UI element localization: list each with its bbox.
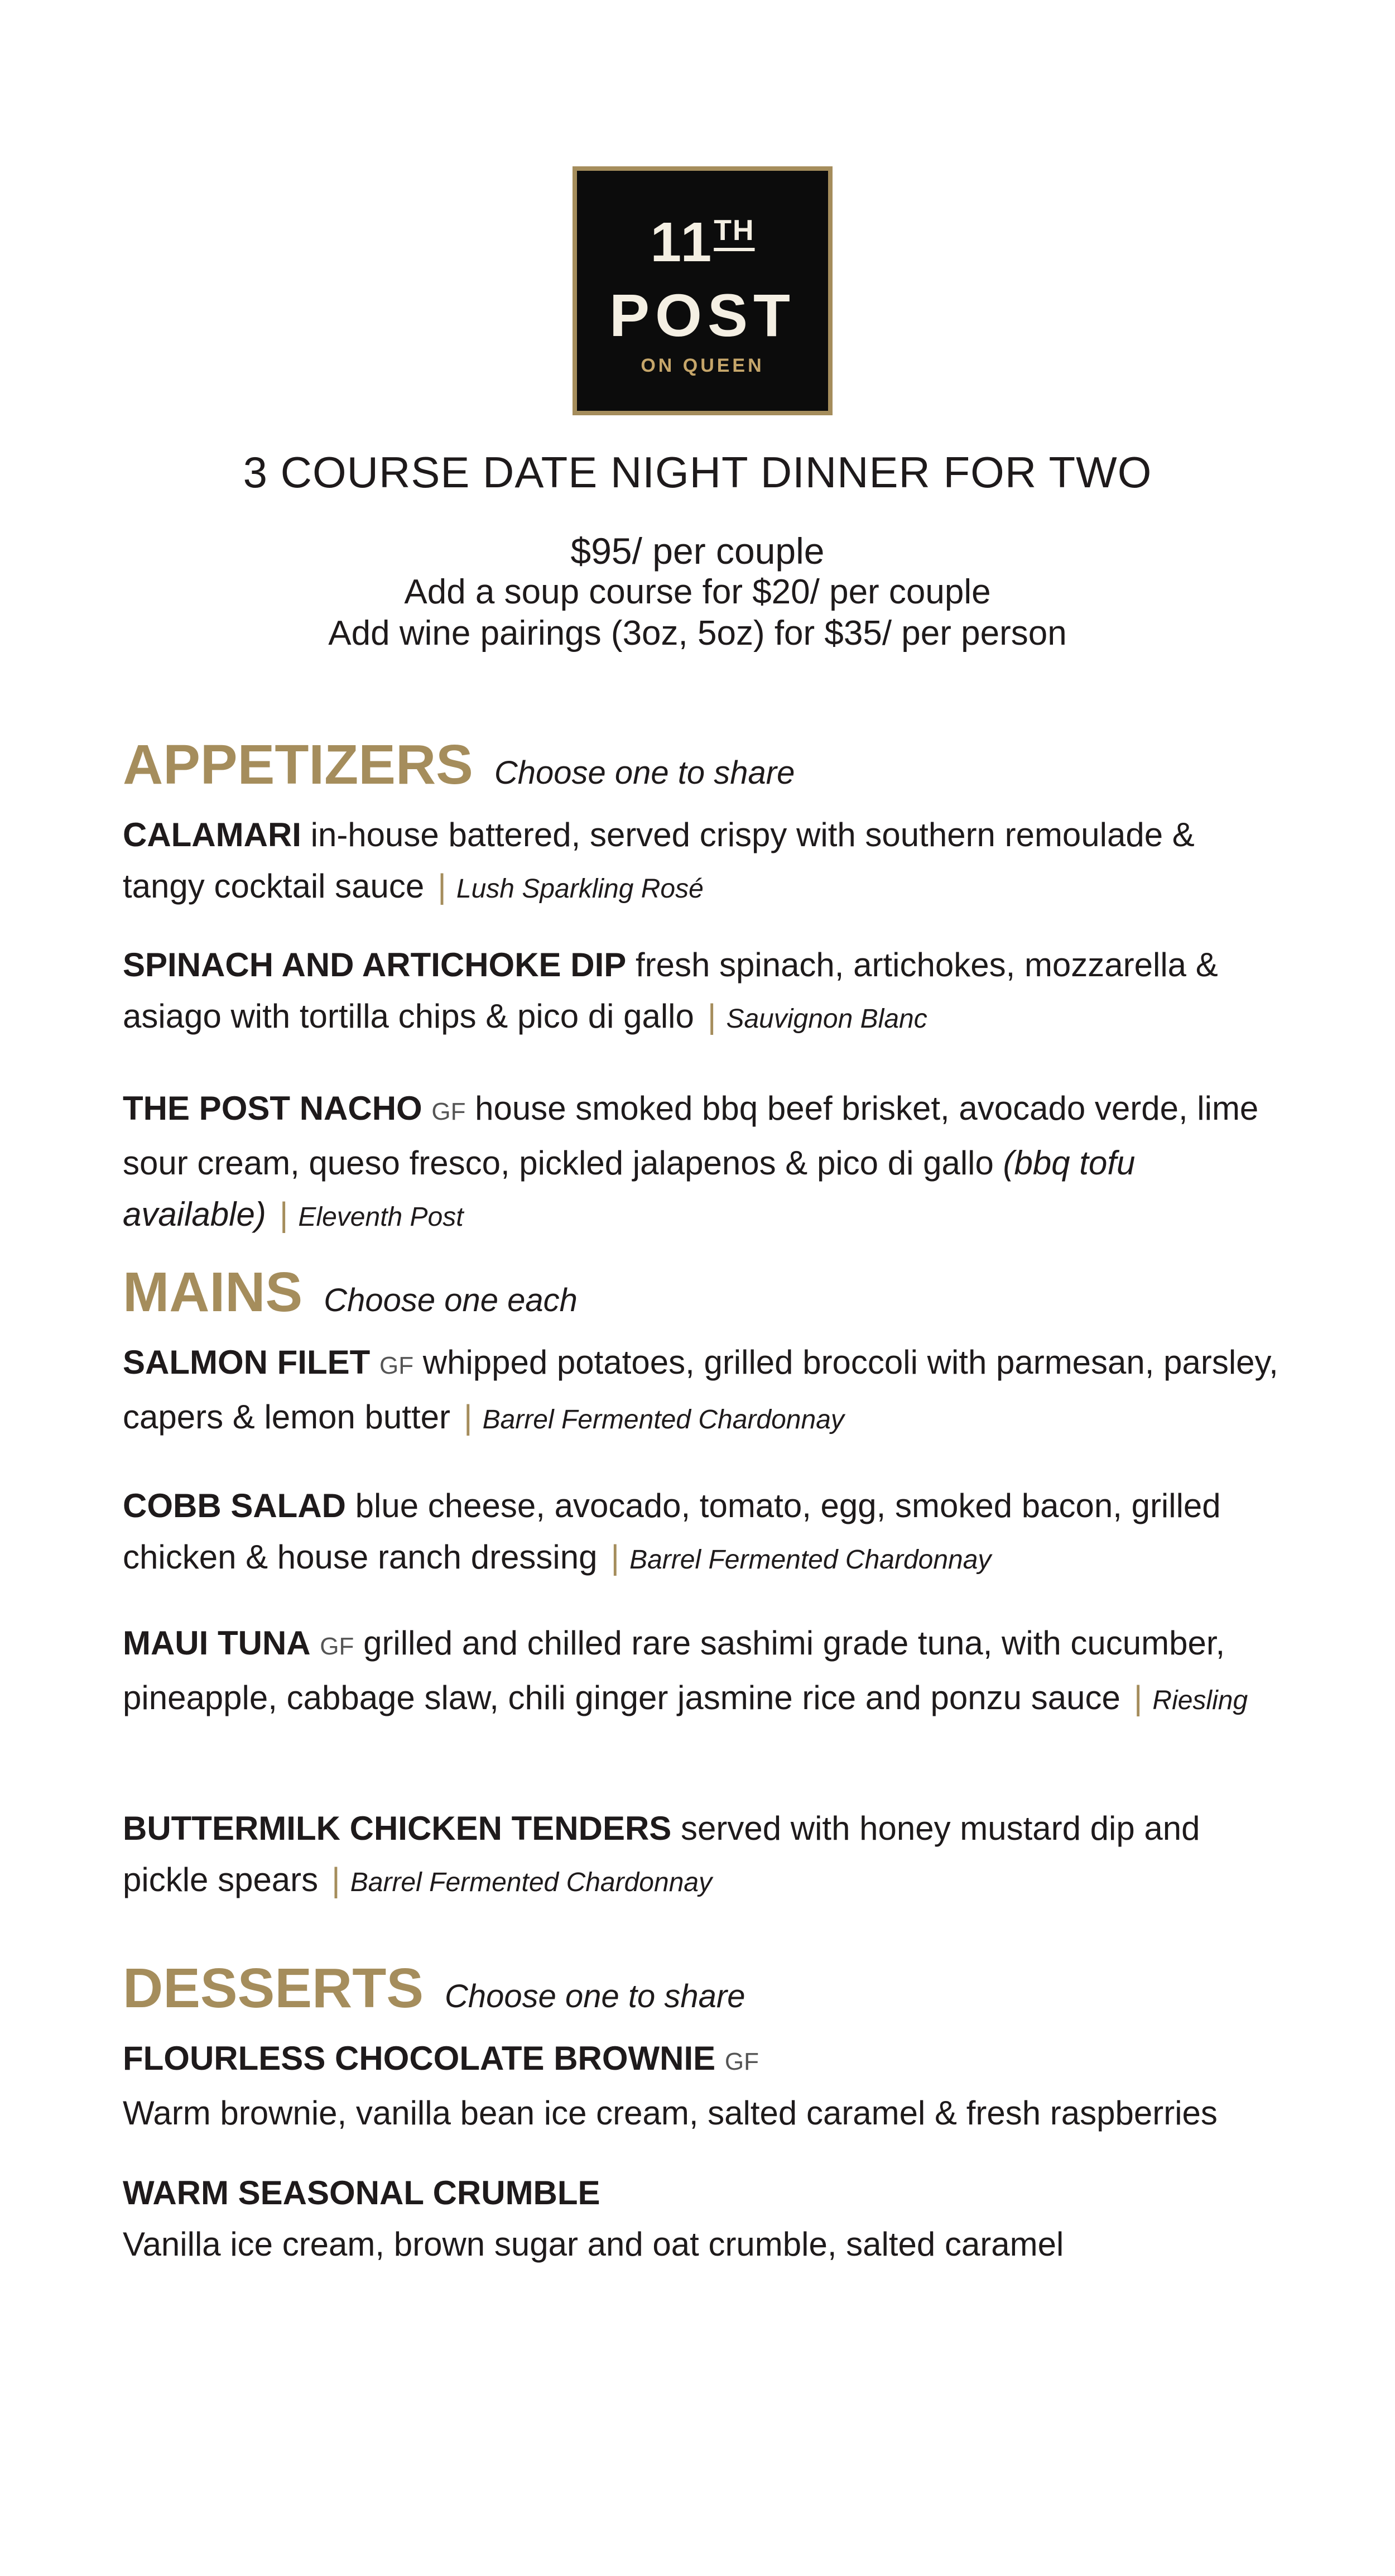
item-name: WARM SEASONAL CRUMBLE: [123, 2174, 600, 2212]
item-name: SALMON FILET: [123, 1344, 371, 1381]
item-name: COBB SALAD: [123, 1487, 346, 1524]
menu-item-maui-tuna: [123, 1618, 1283, 1726]
wine-pairing: Riesling: [1152, 1686, 1248, 1715]
menu-item-seasonal-crumble: [123, 2167, 1283, 2270]
pairing-separator: |: [463, 1398, 473, 1436]
item-description: blue cheese, avocado, tomato, egg, smoked bacon, grilled chicken & house ranch dressing: [123, 1487, 1221, 1576]
pairing-separator: |: [610, 1538, 620, 1576]
item-name: MAUI TUNA: [123, 1624, 311, 1662]
item-name: THE POST NACHO: [123, 1090, 422, 1127]
wine-pairing: Eleventh Post: [298, 1202, 464, 1232]
logo-number: 11TH: [650, 211, 755, 274]
section-note: Choose one to share: [494, 755, 795, 791]
menu-item-salmon-filet: [123, 1337, 1283, 1446]
menu-item-chicken-tenders: [123, 1803, 1283, 1908]
menu-item-cobb-salad: [123, 1480, 1283, 1586]
pricing-soup: Add a soup course for $20/ per couple: [404, 573, 991, 611]
pricing-wine: Add wine pairings (3oz, 5oz) for $35/ per person: [328, 614, 1067, 653]
gluten-free-tag: GF: [320, 1633, 354, 1660]
item-note: (bbq tofu available): [123, 1144, 1136, 1233]
wine-pairing: Barrel Fermented Chardonnay: [350, 1868, 713, 1897]
gluten-free-tag: GF: [379, 1352, 414, 1379]
item-name: SPINACH AND ARTICHOKE DIP: [123, 946, 627, 984]
logo-tagline: ON QUEEN: [641, 355, 764, 376]
item-description: fresh spinach, artichokes, mozzarella & asiago with tortilla chips & pico di gallo: [123, 946, 1218, 1035]
pricing-base: $95/ per couple: [570, 530, 825, 572]
menu-item-chocolate-brownie: [123, 2033, 1283, 2139]
menu-item-post-nacho: [123, 1083, 1283, 1243]
wine-pairing: Barrel Fermented Chardonnay: [482, 1405, 844, 1435]
menu-title: 3 COURSE DATE NIGHT DINNER FOR TWO: [243, 448, 1152, 497]
pairing-separator: |: [1133, 1679, 1143, 1716]
gluten-free-tag: GF: [724, 2048, 759, 2075]
item-name: CALAMARI: [123, 816, 301, 853]
desserts-heading: [123, 1957, 745, 2019]
section-title: MAINS: [123, 1261, 303, 1323]
logo-word: POST: [609, 281, 796, 349]
section-title: DESSERTS: [123, 1957, 424, 2019]
item-description: Vanilla ice cream, brown sugar and oat crumble, salted caramel: [123, 2225, 1064, 2263]
menu-item-calamari: [123, 809, 1283, 915]
logo-suffix: TH: [714, 214, 755, 247]
mains-heading: [123, 1261, 578, 1323]
pairing-separator: |: [437, 867, 446, 905]
menu-item-spinach-dip: [123, 939, 1283, 1045]
item-name: FLOURLESS CHOCOLATE BROWNIE: [123, 2040, 716, 2077]
item-description: whipped potatoes, grilled broccoli with parmesan, parsley, capers & lemon butter: [123, 1344, 1278, 1436]
pairing-separator: |: [279, 1196, 288, 1233]
appetizers-heading: [123, 733, 795, 796]
item-description: house smoked bbq beef brisket, avocado verde, lime sour cream, queso fresco, pickled jalapenos & pico di gallo: [123, 1090, 1259, 1182]
pairing-separator: |: [707, 997, 716, 1035]
item-description: Warm brownie, vanilla bean ice cream, salted caramel & fresh raspberries: [123, 2094, 1218, 2132]
gluten-free-tag: GF: [431, 1098, 466, 1125]
wine-pairing: Lush Sparkling Rosé: [456, 874, 704, 904]
section-note: Choose one to share: [445, 1978, 745, 2014]
item-description: in-house battered, served crispy with southern remoulade & tangy cocktail sauce: [123, 816, 1195, 905]
pairing-separator: |: [331, 1861, 340, 1898]
section-title: APPETIZERS: [123, 733, 473, 796]
wine-pairing: Sauvignon Blanc: [726, 1004, 927, 1034]
item-name: BUTTERMILK CHICKEN TENDERS: [123, 1810, 672, 1847]
section-note: Choose one each: [324, 1282, 578, 1318]
wine-pairing: Barrel Fermented Chardonnay: [629, 1545, 992, 1575]
item-description: served with honey mustard dip and pickle spears: [123, 1810, 1200, 1898]
pricing-block: [0, 530, 1395, 654]
restaurant-logo: [573, 166, 833, 415]
item-description: grilled and chilled rare sashimi grade tuna, with cucumber, pineapple, cabbage slaw, chili ginger jasmine rice and ponzu sauce: [123, 1624, 1225, 1716]
